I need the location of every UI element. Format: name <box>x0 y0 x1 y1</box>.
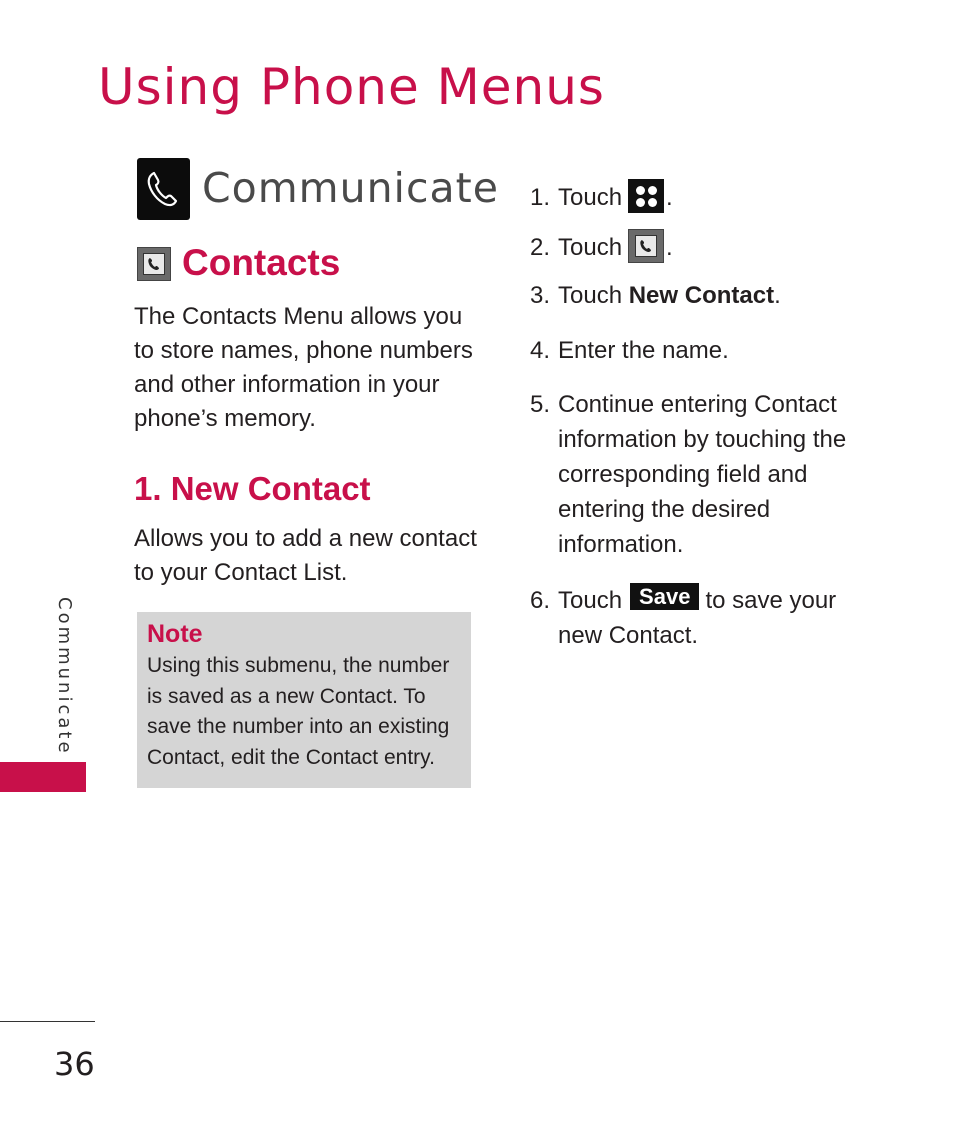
step-text: Touch <box>558 282 629 309</box>
step-text: Touch <box>558 587 623 614</box>
step-text: information. <box>558 531 684 558</box>
step-text: new Contact. <box>558 622 699 649</box>
footer-divider <box>0 1021 95 1022</box>
step-text: Touch <box>558 234 623 261</box>
note-box <box>137 612 471 788</box>
contacts-title: Contacts <box>182 242 341 283</box>
contacts-book-icon <box>137 247 171 281</box>
new-contact-option[interactable]: New Contact <box>628 282 775 309</box>
step-text: Enter the name. <box>558 337 729 364</box>
phone-handset-icon <box>137 158 190 220</box>
step-text: Touch <box>558 184 623 211</box>
page-title: Using Phone Menus <box>98 58 605 116</box>
step-number: 2. <box>530 234 551 261</box>
save-button[interactable]: Save <box>630 583 699 610</box>
page-number: 36 <box>54 1045 95 1083</box>
step-number: 5. <box>530 391 551 418</box>
new-contact-description: Allows you to add a new contact to your Contact List. <box>134 525 477 586</box>
step-text: . <box>666 184 673 211</box>
note-text: Using this submenu, the number is saved as a new Contact. To save the number into an existing Contact, edit the Contact entry. <box>147 654 450 769</box>
side-section-label: Communicate <box>54 597 75 756</box>
menu-grid-icon[interactable] <box>628 179 664 213</box>
step-text: Continue entering Contact <box>558 391 837 418</box>
step-text: entering the desired <box>558 496 771 523</box>
step-text: . <box>666 234 673 261</box>
section-title: Communicate <box>202 164 499 212</box>
step-text: to save your <box>705 587 837 614</box>
step-text: corresponding field and <box>558 461 808 488</box>
new-contact-title: 1. New Contact <box>134 470 371 507</box>
step-number: 3. <box>530 282 551 309</box>
note-heading: Note <box>147 620 203 648</box>
step-text: . <box>774 282 781 309</box>
step-number: 4. <box>530 337 551 364</box>
contacts-intro: The Contacts Menu allows you to store names, phone numbers and other information in your phone’s memory. <box>134 303 473 432</box>
side-tab-marker <box>0 762 86 792</box>
step-number: 1. <box>530 184 551 211</box>
step-number: 6. <box>530 587 551 614</box>
step-text: information by touching the <box>558 426 847 453</box>
contacts-book-icon[interactable] <box>628 229 664 263</box>
